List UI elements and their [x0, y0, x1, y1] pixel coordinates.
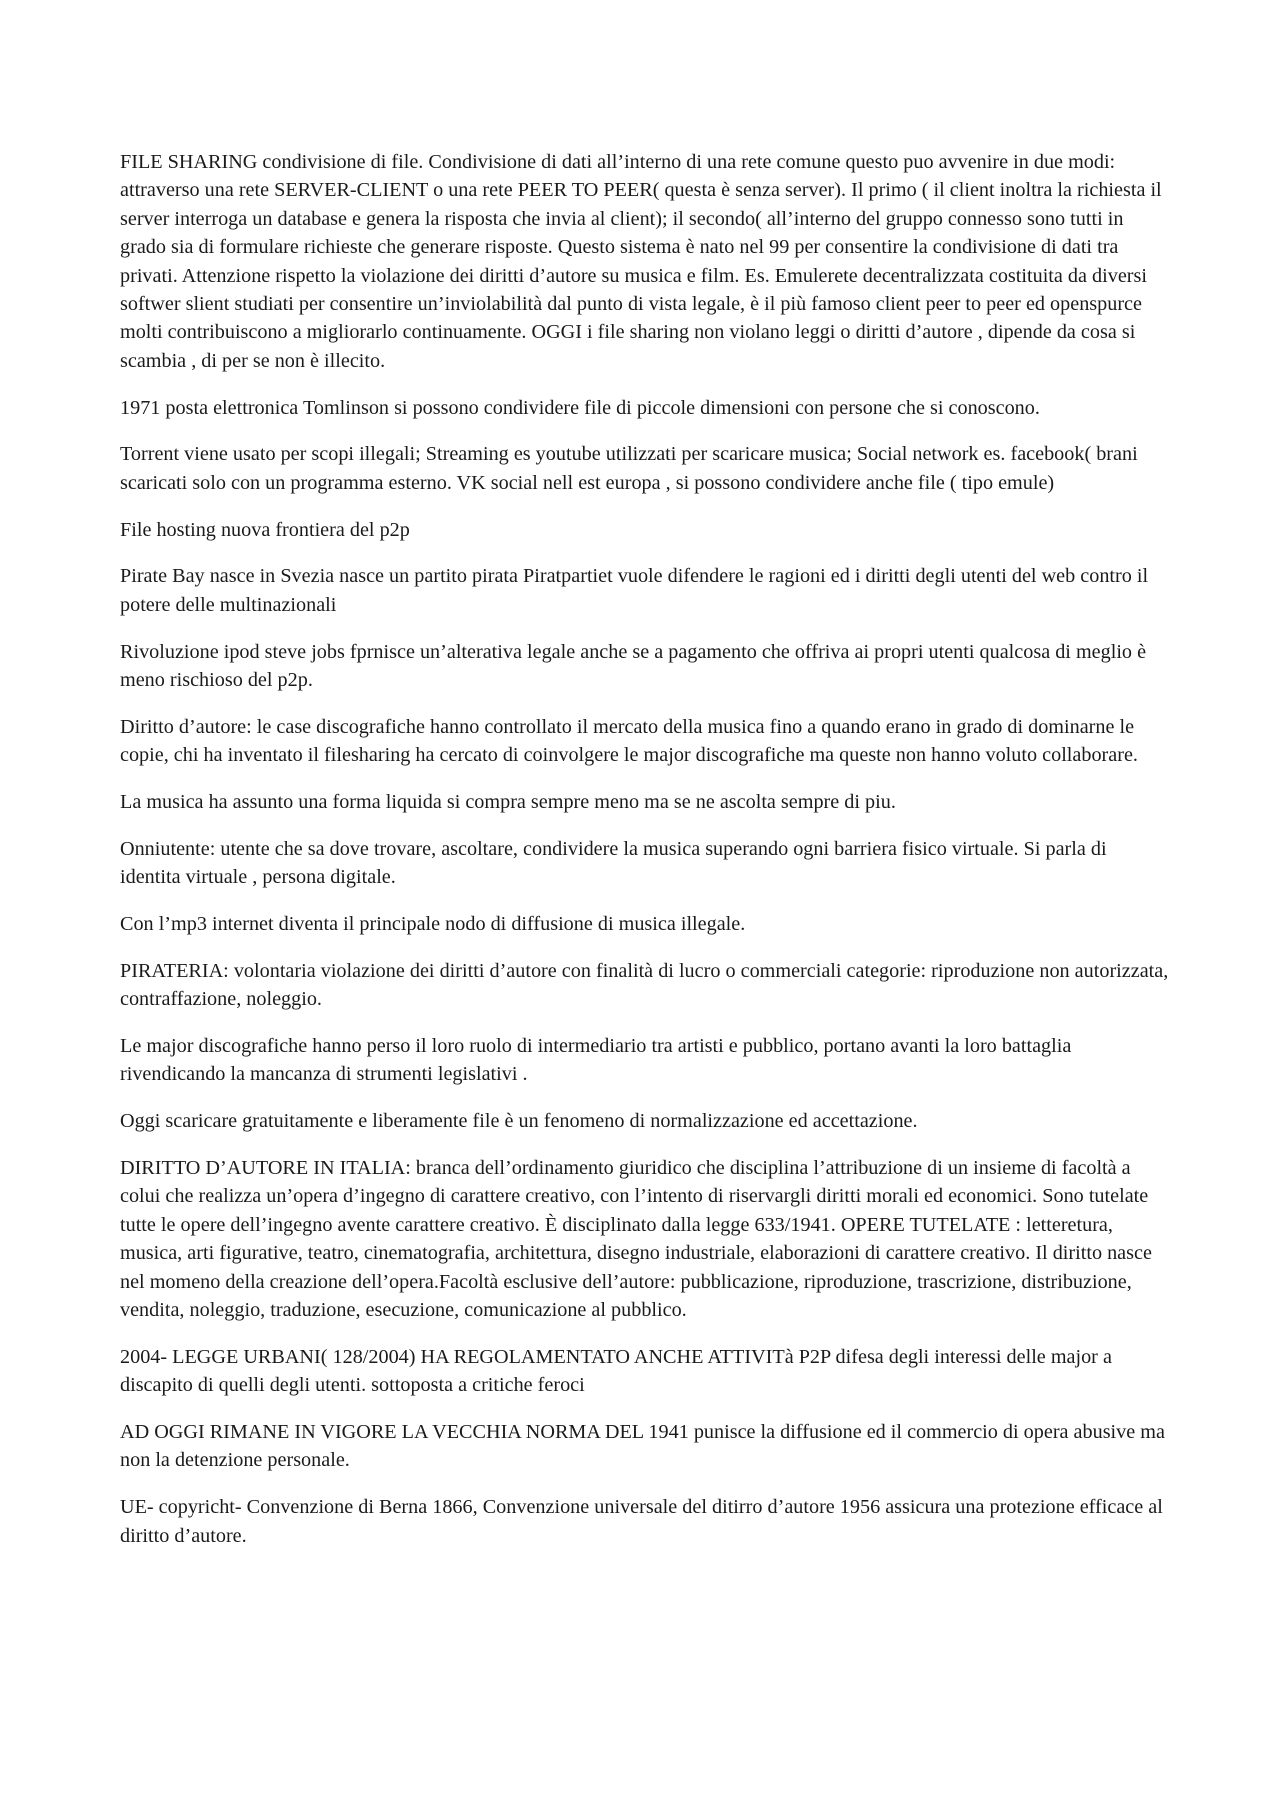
paragraph-mp3: Con l’mp3 internet diventa il principale nodo di diffusione di musica illegale. — [120, 913, 746, 936]
paragraph-pirateria: PIRATERIA: volontaria violazione dei diritti d’autore con finalità di lucro o commerciali categorie: riproduzione non autorizzata, contraffazione, noleggio. — [120, 959, 1169, 1011]
paragraph-musica-liquida: La musica ha assunto una forma liquida si compra sempre meno ma se ne ascolta sempre di piu. — [120, 791, 896, 814]
paragraph-norma-1941: AD OGGI RIMANE IN VIGORE LA VECCHIA NORMA DEL 1941 punisce la diffusione ed il commercio di opera abusive ma non la detenzione personale. — [120, 1421, 1165, 1472]
paragraph-ue-copyright: UE- copyricht- Convenzione di Berna 1866, Convenzione universale del ditirro d’autore 1956 assicura una protezione efficace al diritto d’autore. — [120, 1496, 1163, 1547]
paragraph-legge-urbani: 2004- LEGGE URBANI( 128/2004) HA REGOLAMENTATO ANCHE ATTIVITà P2P difesa degli interessi delle major a discapito di quelli degli utenti. sottoposta a critiche feroci — [120, 1345, 1112, 1397]
paragraph-torrent: Torrent viene usato per scopi illegali; Streaming es youtube utilizzati per scaricare musica; Social network es. facebook( brani scaricati solo con un programma esterno. VK social nell est europa , si possono condividere anche file ( tipo emule) — [120, 443, 1138, 494]
paragraph-diritto-autore: Diritto d’autore: le case discografiche hanno controllato il mercato della musica fino a quando erano in grado di dominarne le copie, chi ha inventato il filesharing ha cercato di coinvolgere le major discografiche ma queste non hanno voluto collaborare. — [120, 715, 1138, 767]
paragraph-pirate-bay: Pirate Bay nasce in Svezia nasce un partito pirata Piratpartiet vuole difendere le ragioni ed i diritti degli utenti del web contro il potere delle multinazionali — [120, 565, 1149, 616]
paragraph-major: Le major discografiche hanno perso il loro ruolo di intermediario tra artisti e pubblico, portano avanti la loro battaglia rivendicando la mancanza di strumenti legislativi . — [120, 1035, 1072, 1086]
paragraph-file-sharing: FILE SHARING condivisione di file. Condivisione di dati all’interno di una rete comune questo puo avvenire in due modi: attraverso una rete SERVER-CLIENT o una rete PEER TO PEER( questa è senza server). Il primo ( il client inoltra la richiesta il server interroga un database e genera la risposta che invia al client); il secondo( all’interno del gruppo connesso sono tutti in grado sia di formulare richieste che generare risposte. Questo sistema è nato nel 99 per consentire la condivisione di dati tra privati. Attenzione rispetto la violazione dei diritti d’autore su musica e film. Es. Emulerete decentralizzata costituita da diversi softwer slient studiati per consentire un’inviolabilità dal punto di vista legale, è il più famoso client peer to peer ed openspurce molti contribuiscono a migliorarlo continuamente. OGGI i file sharing non violano leggi o diritti d’autore , dipende da cosa si scambia , di per se non è illecito. — [120, 151, 1162, 372]
paragraph-ipod: Rivoluzione ipod steve jobs fprnisce un’alterativa legale anche se a pagamento che offriva ai propri utenti qualcosa di meglio è meno rischioso del p2p. — [120, 640, 1147, 692]
paragraph-file-hosting: File hosting nuova frontiera del p2p — [120, 518, 410, 541]
paragraph-onniutente: Onniutente: utente che sa dove trovare, ascoltare, condividere la musica superando ogni barriera fisico virtuale. Si parla di identita virtuale , persona digitale. — [120, 837, 1107, 889]
document-body — [120, 148, 1170, 1568]
paragraph-posta-elettronica: 1971 posta elettronica Tomlinson si possono condividere file di piccole dimensioni con persone che si conoscono. — [120, 396, 1040, 419]
paragraph-diritto-italia: DIRITTO D’AUTORE IN ITALIA: branca dell’ordinamento giuridico che disciplina l’attribuzione di un insieme di facoltà a colui che realizza un’opera d’ingegno di carattere creativo, con l’intento di riservargli diritti morali ed economici. Sono tutelate tutte le opere dell’ingegno avente carattere creativo. È disciplinato dalla legge 633/1941. OPERE TUTELATE : letteretura, musica, arti figurative, teatro, cinematografia, architettura, disegno industriale, elaborazioni di carattere creativo. Il diritto nasce nel momeno della creazione dell’opera.Facoltà esclusive dell’autore: pubblicazione, riproduzione, trascrizione, distribuzione, vendita, noleggio, traduzione, esecuzione, comunicazione al pubblico. — [120, 1157, 1152, 1322]
paragraph-oggi-scaricare: Oggi scaricare gratuitamente e liberamente file è un fenomeno di normalizzazione ed accettazione. — [120, 1110, 918, 1133]
